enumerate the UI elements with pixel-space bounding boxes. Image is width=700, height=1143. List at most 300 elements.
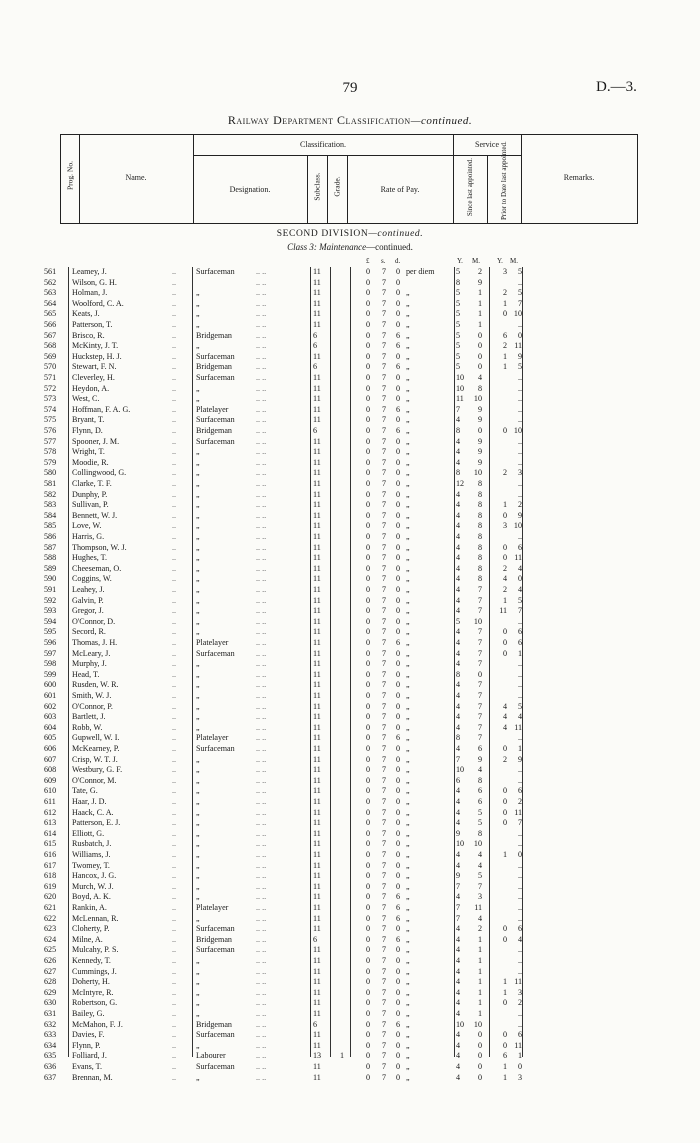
cell-designation: „ [196, 956, 200, 965]
cell-name: Harris, G. [72, 532, 105, 541]
cell-prior-months: .. [517, 871, 522, 881]
cell-prog-no: 572 [44, 383, 57, 393]
cell-designation: Surfaceman [196, 945, 235, 955]
cell-pounds: 0 [366, 987, 371, 997]
cell-subclass: 11 [313, 351, 321, 361]
cell-prog-no: 573 [44, 394, 57, 404]
cell-shillings: 7 [382, 1040, 387, 1050]
cell-prog-no: 571 [44, 373, 57, 382]
leader-dots: .. .. [256, 712, 267, 722]
cell-since-years: 4 [456, 1051, 461, 1061]
cell-name: Love, W. [72, 521, 102, 531]
table-row [0, 1009, 700, 1019]
cell-since-years: 5 [456, 288, 461, 298]
cell-shillings: 7 [382, 415, 387, 425]
cell-pounds: 0 [366, 744, 371, 753]
cell-shillings: 7 [382, 1072, 387, 1082]
cell-prog-no: 598 [44, 659, 57, 669]
table-row [0, 288, 700, 298]
cell-pence: 0 [396, 839, 401, 849]
cell-since-months: 7 [477, 638, 482, 647]
unit-years-prior: Y. [497, 257, 503, 265]
cell-since-months: 9 [477, 447, 482, 457]
cell-name: Galvin, P. [72, 595, 104, 605]
cell-since-years: 7 [456, 404, 461, 414]
cell-prior-years: 4 [502, 712, 507, 722]
cell-pay-unit: „ [406, 532, 410, 541]
heading-title: Railway Department Classification [227, 113, 411, 127]
cell-prior-years: 0 [502, 648, 507, 658]
cell-pounds: 0 [366, 627, 371, 637]
cell-designation: Bridgeman [196, 934, 232, 944]
cell-pence: 0 [396, 786, 401, 796]
table-row [0, 447, 700, 457]
leader-dots: .. [172, 797, 177, 806]
table-row [0, 1030, 700, 1040]
cell-prior-months: 5 [517, 362, 522, 372]
cell-prog-no: 619 [44, 881, 57, 891]
cell-prog-no: 579 [44, 457, 57, 467]
cell-name: Leamey, J. [72, 267, 107, 276]
cell-designation: Platelayer [196, 638, 229, 647]
cell-since-months: 1 [477, 987, 482, 997]
cell-prior-months: 2 [517, 797, 522, 806]
cell-pence: 0 [396, 351, 401, 361]
cell-pay-unit: „ [406, 691, 410, 700]
cell-since-months: 4 [477, 860, 482, 870]
cell-prior-months: 6 [517, 1030, 522, 1040]
cell-designation: „ [196, 606, 200, 616]
cell-pence: 6 [396, 1019, 401, 1029]
cell-shillings: 7 [382, 426, 387, 435]
cell-prog-no: 613 [44, 818, 57, 828]
cell-since-years: 4 [456, 712, 461, 722]
cell-prior-years: 2 [502, 468, 507, 478]
leader-dots: .. .. [256, 500, 267, 510]
cell-prior-years: 0 [502, 924, 507, 934]
cell-since-months: 0 [477, 362, 482, 372]
cell-prog-no: 622 [44, 913, 57, 923]
cell-subclass: 11 [313, 532, 321, 541]
leader-dots: .. [172, 881, 177, 891]
class-continued: —continued. [366, 242, 413, 252]
cell-shillings: 7 [382, 542, 387, 552]
class-label: Class 3: [287, 242, 317, 252]
cell-prog-no: 570 [44, 362, 57, 372]
cell-since-months: 8 [477, 775, 482, 785]
leader-dots: .. .. [256, 574, 267, 584]
cell-name: Mulcahy, P. S. [72, 945, 119, 955]
cell-prior-months: 9 [517, 754, 522, 764]
table-row [0, 914, 700, 924]
cell-pence: 6 [396, 934, 401, 944]
cell-pence: 0 [396, 797, 401, 806]
cell-since-months: 5 [477, 807, 482, 817]
table-row [0, 733, 700, 743]
cell-subclass: 11 [313, 722, 321, 732]
cell-pounds: 0 [366, 341, 371, 351]
cell-subclass: 11 [313, 457, 321, 467]
designation-header: Designation. [229, 185, 271, 194]
cell-subclass: 11 [313, 415, 321, 425]
cell-shillings: 7 [382, 298, 387, 308]
cell-pence: 0 [396, 574, 401, 584]
cell-since-months: 7 [477, 606, 482, 616]
cell-shillings: 7 [382, 786, 387, 796]
cell-since-years: 4 [456, 850, 461, 859]
cell-prior-months: 6 [517, 924, 522, 934]
table-row [0, 818, 700, 828]
cell-designation: „ [196, 457, 200, 467]
cell-since-months: 6 [477, 797, 482, 806]
cell-pounds: 0 [366, 404, 371, 414]
cell-prog-no: 628 [44, 977, 57, 987]
cell-since-years: 5 [456, 341, 461, 351]
cell-name: Wright, T. [72, 447, 105, 457]
heading-continued: —continued. [410, 115, 473, 127]
cell-since-years: 6 [456, 775, 461, 785]
cell-since-years: 5 [456, 330, 461, 340]
cell-prior-months: 1 [517, 744, 522, 753]
cell-pounds: 0 [366, 457, 371, 467]
cell-subclass: 11 [313, 638, 321, 647]
cell-shillings: 7 [382, 616, 387, 626]
cell-pence: 6 [396, 426, 401, 435]
cell-prog-no: 609 [44, 775, 57, 785]
cell-prog-no: 611 [44, 797, 56, 806]
cell-shillings: 7 [382, 457, 387, 467]
cell-pounds: 0 [366, 934, 371, 944]
cell-prog-no: 605 [44, 733, 57, 743]
leader-dots: .. [172, 426, 177, 435]
cell-since-years: 11 [456, 394, 464, 404]
cell-since-months: 9 [477, 277, 482, 287]
cell-pounds: 0 [366, 500, 371, 510]
cell-prior-months: .. [517, 1019, 522, 1029]
since-last-header: Since last appointed. [466, 157, 474, 217]
cell-prior-years: 0 [502, 638, 507, 647]
leader-dots: .. [172, 563, 177, 573]
cell-prior-months: .. [517, 415, 522, 425]
cell-pounds: 0 [366, 267, 371, 276]
cell-shillings: 7 [382, 585, 387, 594]
table-row [0, 967, 700, 977]
cell-shillings: 7 [382, 277, 387, 287]
cell-name: Robertson, G. [72, 998, 118, 1008]
cell-since-years: 8 [456, 468, 461, 478]
cell-pounds: 0 [366, 468, 371, 478]
cell-prior-months: 3 [517, 468, 522, 478]
cell-subclass: 11 [313, 1040, 321, 1050]
cell-shillings: 7 [382, 1051, 387, 1061]
cell-shillings: 7 [382, 669, 387, 679]
cell-prog-no: 576 [44, 426, 57, 435]
cell-prior-months: .. [517, 775, 522, 785]
cell-prog-no: 574 [44, 404, 57, 414]
rate-header: Rate of Pay. [380, 185, 420, 194]
leader-dots: .. [172, 892, 177, 902]
cell-shillings: 7 [382, 701, 387, 711]
cell-prog-no: 565 [44, 309, 57, 319]
cell-subclass: 11 [313, 288, 321, 298]
cell-name: Moodie, R. [72, 457, 109, 467]
cell-pounds: 0 [366, 351, 371, 361]
leader-dots: .. [172, 383, 177, 393]
cell-name: Murphy, J. [72, 659, 107, 669]
cell-prior-months: .. [517, 447, 522, 457]
cell-since-years: 8 [456, 669, 461, 679]
cell-pay-unit: „ [406, 1019, 410, 1029]
leader-dots: .. [172, 807, 177, 817]
cell-subclass: 11 [313, 765, 321, 775]
cell-prior-months: .. [517, 903, 522, 912]
table-row [0, 659, 700, 669]
cell-pounds: 0 [366, 1019, 371, 1029]
leader-dots: .. .. [256, 669, 267, 679]
cell-prior-months: .. [517, 1009, 522, 1018]
class-name: Maintenance [319, 242, 367, 252]
table-row [0, 850, 700, 860]
cell-since-months: 0 [477, 1072, 482, 1082]
leader-dots: .. .. [256, 267, 267, 276]
table-row [0, 776, 700, 786]
cell-subclass: 11 [313, 298, 321, 308]
cell-pounds: 0 [366, 553, 371, 563]
leader-dots: .. .. [256, 542, 267, 552]
cell-name: O'Connor, D. [72, 616, 116, 626]
cell-designation: „ [196, 394, 200, 404]
cell-since-months: 4 [477, 373, 482, 382]
cell-prior-years: 0 [502, 786, 507, 796]
cell-name: Clarke, T. F. [72, 479, 112, 488]
leader-dots: .. .. [256, 330, 267, 340]
cell-subclass: 11 [313, 966, 321, 976]
cell-pence: 0 [396, 542, 401, 552]
cell-prior-months: .. [517, 436, 522, 446]
cell-pay-unit: „ [406, 765, 410, 775]
cell-designation: Bridgeman [196, 362, 232, 372]
cell-pay-unit: „ [406, 871, 410, 881]
cell-pay-unit: „ [406, 595, 410, 605]
cell-shillings: 7 [382, 479, 387, 488]
leader-dots: .. .. [256, 563, 267, 573]
leader-dots: .. [172, 648, 177, 658]
cell-since-months: 8 [477, 574, 482, 584]
cell-pay-unit: „ [406, 987, 410, 997]
cell-name: Smith, W. J. [72, 691, 112, 700]
leader-dots: .. .. [256, 648, 267, 658]
cell-name: Head, T. [72, 669, 100, 679]
leader-dots: .. [172, 532, 177, 541]
cell-pay-unit: per diem [406, 267, 435, 276]
leader-dots: .. .. [256, 744, 267, 753]
cell-pay-unit: „ [406, 680, 410, 690]
leader-dots: .. .. [256, 934, 267, 944]
cell-pence: 0 [396, 754, 401, 764]
cell-shillings: 7 [382, 881, 387, 891]
cell-prior-months: .. [517, 691, 522, 700]
cell-subclass: 11 [313, 712, 321, 722]
table-row [0, 373, 700, 383]
cell-since-months: 7 [477, 659, 482, 669]
cell-name: Secord, R. [72, 627, 106, 637]
cell-shillings: 7 [382, 775, 387, 785]
cell-pence: 0 [396, 818, 401, 828]
cell-prior-years: 0 [502, 542, 507, 552]
cell-subclass: 11 [313, 797, 321, 806]
cell-designation: Surfaceman [196, 373, 235, 382]
cell-prior-months: 5 [517, 701, 522, 711]
cell-since-years: 7 [456, 903, 461, 912]
cell-pounds: 0 [366, 691, 371, 700]
cell-since-years: 4 [456, 436, 461, 446]
cell-prog-no: 635 [44, 1051, 57, 1061]
cell-designation: „ [196, 585, 200, 594]
cell-shillings: 7 [382, 521, 387, 531]
cell-since-months: 6 [477, 744, 482, 753]
cell-designation: „ [196, 1072, 200, 1082]
cell-since-years: 4 [456, 818, 461, 828]
cell-since-years: 4 [456, 627, 461, 637]
cell-prog-no: 606 [44, 744, 57, 753]
cell-pounds: 0 [366, 712, 371, 722]
cell-name: Thomas, J. H. [72, 638, 118, 647]
classification-header: Classification. [300, 140, 346, 149]
cell-since-months: 8 [477, 553, 482, 563]
leader-dots: .. [172, 447, 177, 457]
cell-prior-years: 6 [502, 1051, 507, 1061]
cell-prior-months: 5 [517, 267, 522, 276]
cell-name: McIntyre, R. [72, 987, 114, 997]
cell-prior-years: 1 [502, 362, 507, 372]
cell-subclass: 11 [313, 786, 321, 796]
table-row [0, 861, 700, 871]
cell-pay-unit: „ [406, 341, 410, 351]
cell-since-months: 10 [473, 616, 482, 626]
cell-name: Doherty, H. [72, 977, 110, 987]
cell-since-years: 4 [456, 744, 461, 753]
leader-dots: .. [172, 754, 177, 764]
leader-dots: .. .. [256, 733, 267, 743]
leader-dots: .. [172, 659, 177, 669]
leader-dots: .. .. [256, 956, 267, 965]
cell-shillings: 7 [382, 754, 387, 764]
cell-designation: „ [196, 298, 200, 308]
cell-pounds: 0 [366, 362, 371, 372]
leader-dots: .. [172, 585, 177, 594]
cell-shillings: 7 [382, 394, 387, 404]
cell-designation: Surfaceman [196, 267, 235, 276]
cell-subclass: 11 [313, 754, 321, 764]
cell-pay-unit: „ [406, 881, 410, 891]
cell-shillings: 7 [382, 574, 387, 584]
leader-dots: .. [172, 500, 177, 510]
table-row [0, 723, 700, 733]
cell-pay-unit: „ [406, 320, 410, 329]
cell-prior-months: 6 [517, 627, 522, 637]
leader-dots: .. [172, 574, 177, 584]
cell-pence: 0 [396, 881, 401, 891]
cell-prior-years: 1 [502, 850, 507, 859]
cell-since-years: 4 [456, 447, 461, 457]
table-row [0, 479, 700, 489]
cell-designation: „ [196, 532, 200, 541]
cell-designation: „ [196, 383, 200, 393]
cell-pence: 0 [396, 394, 401, 404]
cell-pounds: 0 [366, 892, 371, 902]
cell-subclass: 11 [313, 373, 321, 382]
cell-since-months: 0 [477, 1040, 482, 1050]
table-row [0, 691, 700, 701]
cell-since-years: 4 [456, 553, 461, 563]
cell-pounds: 0 [366, 669, 371, 679]
service-header: Service [475, 140, 499, 149]
cell-since-years: 4 [456, 680, 461, 690]
cell-since-years: 5 [456, 320, 461, 329]
table-row [0, 1041, 700, 1051]
cell-prior-years: 2 [502, 754, 507, 764]
cell-designation: „ [196, 553, 200, 563]
table-row [0, 680, 700, 690]
cell-pay-unit: „ [406, 839, 410, 849]
cell-pay-unit: „ [406, 1072, 410, 1082]
cell-designation: „ [196, 701, 200, 711]
cell-designation: „ [196, 563, 200, 573]
leader-dots: .. .. [256, 510, 267, 520]
cell-since-years: 8 [456, 426, 461, 435]
cell-since-months: 7 [477, 627, 482, 637]
cell-name: Dunphy, P. [72, 489, 108, 499]
leader-dots: .. [172, 765, 177, 775]
cell-prog-no: 597 [44, 648, 57, 658]
cell-prog-no: 577 [44, 436, 57, 446]
cell-subclass: 6 [313, 1019, 318, 1029]
table-row [0, 426, 700, 436]
leader-dots: .. .. [256, 373, 267, 382]
leader-dots: .. .. [256, 1019, 267, 1029]
cell-since-months: 1 [477, 956, 482, 965]
cell-pence: 0 [396, 807, 401, 817]
leader-dots: .. .. [256, 362, 267, 372]
subclass-header: Subclass. [312, 172, 322, 201]
cell-since-years: 4 [456, 1040, 461, 1050]
cell-since-years: 4 [456, 510, 461, 520]
cell-since-months: 7 [477, 585, 482, 594]
cell-pay-unit: „ [406, 669, 410, 679]
cell-designation: „ [196, 987, 200, 997]
cell-pence: 0 [396, 595, 401, 605]
table-row [0, 309, 700, 319]
leader-dots: .. [172, 436, 177, 446]
table-row [0, 956, 700, 966]
leader-dots: .. .. [256, 447, 267, 457]
cell-since-years: 10 [456, 1019, 465, 1029]
cell-pounds: 0 [366, 638, 371, 647]
cell-prior-months: 4 [517, 563, 522, 573]
cell-prior-years: 1 [502, 987, 507, 997]
cell-pence: 0 [396, 669, 401, 679]
leader-dots: .. [172, 606, 177, 616]
cell-prog-no: 621 [44, 903, 57, 912]
cell-pounds: 0 [366, 298, 371, 308]
cell-pounds: 0 [366, 1062, 371, 1071]
cell-prog-no: 627 [44, 966, 57, 976]
cell-prior-months: .. [517, 404, 522, 414]
leader-dots: .. [172, 680, 177, 690]
table-row [0, 649, 700, 659]
cell-pay-unit: „ [406, 892, 410, 902]
cell-pence: 6 [396, 341, 401, 351]
